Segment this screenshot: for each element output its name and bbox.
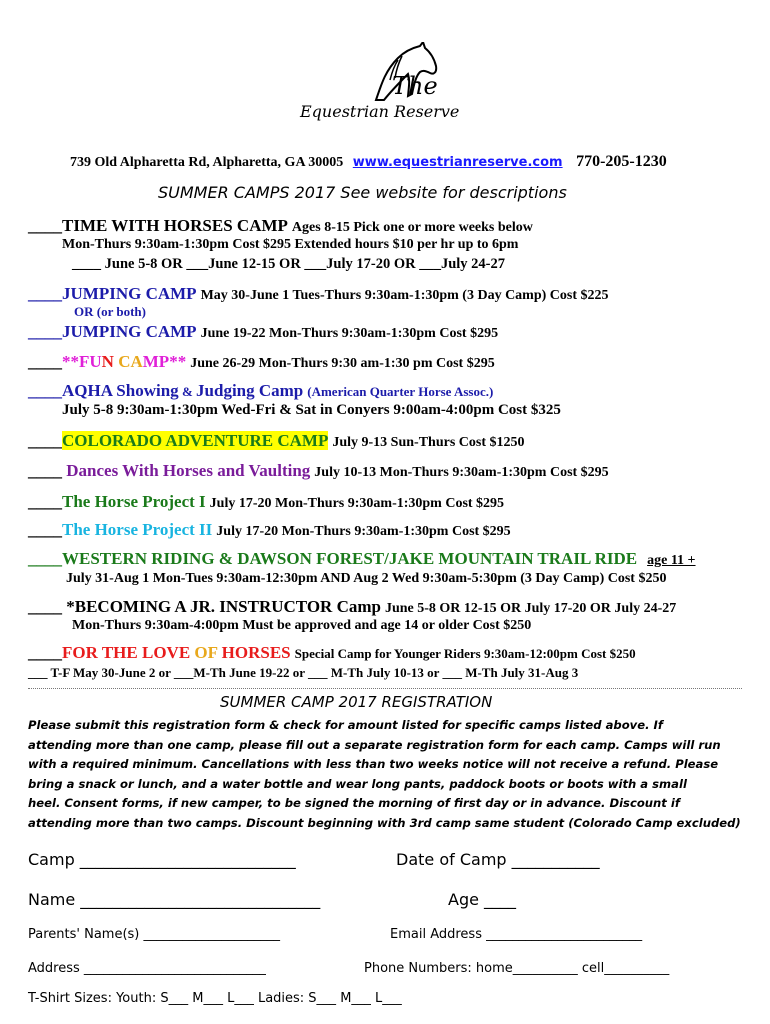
email-field[interactable]: Email Address ________________________: [390, 927, 643, 942]
camp-title: The Horse Project II: [62, 520, 213, 539]
address-field[interactable]: Address ____________________________: [28, 961, 266, 976]
camp-details: July 17-20 Mon-Thurs 9:30am-1:30pm Cost $295: [216, 524, 511, 539]
love-weeks: ___ T-F May 30-June 2 or ___M-Th June 19-22 or ___ M-Th July 10-13 or ___ M-Th July 31-Aug 3: [28, 665, 579, 680]
camp-dances: ____ Dances With Horses and Vaulting July 10-13 Mon-Thurs 9:30am-1:30pm Cost $295: [28, 461, 609, 480]
camp-details: July 17-20 Mon-Thurs 9:30am-1:30pm Cost $295: [209, 496, 505, 511]
camp-title: ____TIME WITH HORSES CAMP: [28, 216, 288, 235]
logo: [300, 42, 460, 122]
camp-aqha: ____AQHA Showing & Judging Camp (American Quarter Horse Assoc.): [28, 381, 494, 400]
camps-title: SUMMER CAMPS 2017 See website for descriptions: [158, 183, 567, 202]
registration-instructions: Please submit this registration form & check for amount listed for specific camps listed above. If attending more than one camp, please fill out a separate registration form for each camp. Camps will run with a required minimum. Cancellations with less than two weeks notice will not receive a refund. Please bring a snack or lunch, and a water bottle and wear long pants, paddock boots or boots with a small heel. Consent forms, if new camper, to be signed the morning of first day or in advance. Discount if attending more than two camps. Discount beginning with 3rd camp same student (Colorado Camp excluded): [28, 718, 741, 830]
camp-details: July 9-13 Sun-Thurs Cost $1250: [332, 435, 525, 450]
camp-fun: ____**FUN CAMP** June 26-29 Mon-Thurs 9:30 am-1:30 pm Cost $295: [28, 352, 495, 371]
camp-jumping-1: ____JUMPING CAMP May 30-June 1 Tues-Thurs 9:30am-1:30pm (3 Day Camp) Cost $225: [28, 284, 609, 303]
address: 739 Old Alpharetta Rd, Alpharetta, GA 30005: [70, 155, 344, 170]
camp-jr-instructor: ____ *BECOMING A JR. INSTRUCTOR Camp June 5-8 OR 12-15 OR July 17-20 OR July 24-27: [28, 597, 677, 616]
camp-colorado: ____COLORADO ADVENTURE CAMP July 9-13 Sun-Thurs Cost $1250: [28, 431, 525, 450]
camp-title: Dances With Horses and Vaulting: [66, 461, 311, 480]
jumping-or-note: OR (or both): [74, 304, 146, 319]
camp-time-with-horses: [28, 216, 533, 236]
name-field[interactable]: Name ______________________________: [28, 890, 321, 909]
camp-title: JUMPING CAMP: [62, 284, 197, 303]
camp-love-of-horses: ____FOR THE LOVE OF HORSES Special Camp for Younger Riders 9:30am-12:00pm Cost $250: [28, 643, 636, 662]
camp-title: *BECOMING A JR. INSTRUCTOR Camp: [66, 597, 381, 616]
camp-ages: Ages 8-15 Pick one or more weeks below: [291, 220, 533, 235]
aqha-assoc: (American Quarter Horse Assoc.): [307, 384, 494, 399]
divider: [28, 688, 742, 689]
logo-the: The: [392, 72, 438, 100]
tshirt-field[interactable]: T-Shirt Sizes: Youth: S___ M___ L___ Ladies: S___ M___ L___: [28, 991, 402, 1006]
registration-title: SUMMER CAMP 2017 REGISTRATION: [220, 693, 493, 711]
parents-field[interactable]: Parents' Name(s) _____________________: [28, 927, 280, 942]
camp-details: July 10-13 Mon-Thurs 9:30am-1:30pm Cost $295: [314, 465, 609, 480]
camp-field[interactable]: Camp ___________________________: [28, 850, 296, 869]
age-field[interactable]: Age ____: [448, 890, 517, 909]
aqha-dates: July 5-8 9:30am-1:30pm Wed-Fri & Sat in Conyers 9:00am-4:00pm Cost $325: [62, 402, 561, 418]
camp-title: COLORADO ADVENTURE CAMP: [62, 431, 329, 450]
camp-title: WESTERN RIDING & DAWSON FOREST/JAKE MOUNTAIN TRAIL RIDE: [62, 549, 638, 568]
camp-jumping-2: ____JUMPING CAMP June 19-22 Mon-Thurs 9:30am-1:30pm Cost $295: [28, 322, 499, 341]
western-dates: July 31-Aug 1 Mon-Tues 9:30am-12:30pm AND Aug 2 Wed 9:30am-5:30pm (3 Day Camp) Cost $250: [66, 571, 667, 586]
camp-details: Special Camp for Younger Riders 9:30am-12:00pm Cost $250: [294, 646, 636, 661]
date-of-camp-field[interactable]: Date of Camp ___________: [396, 850, 600, 869]
camp-title: JUMPING CAMP: [62, 322, 197, 341]
logo-name: Equestrian Reserve: [300, 102, 460, 121]
jr-hours: Mon-Thurs 9:30am-4:00pm Must be approved and age 14 or older Cost $250: [72, 618, 532, 633]
address-line: [70, 153, 667, 171]
website-link[interactable]: www.equestrianreserve.com: [352, 155, 563, 170]
phone-field[interactable]: Phone Numbers: home__________ cell__________: [364, 961, 670, 976]
camp-horse-project-1: ____The Horse Project I July 17-20 Mon-Thurs 9:30am-1:30pm Cost $295: [28, 492, 505, 511]
camp-hours: Mon-Thurs 9:30am-1:30pm Cost $295 Extended hours $10 per hr up to 6pm: [62, 237, 519, 252]
phone: 770-205-1230: [576, 153, 667, 170]
camp-title: FOR THE LOVE: [62, 643, 195, 662]
camp-horse-project-2: ____The Horse Project II July 17-20 Mon-Thurs 9:30am-1:30pm Cost $295: [28, 520, 511, 539]
camp-age: age 11 +: [647, 553, 696, 568]
camp-details: June 19-22 Mon-Thurs 9:30am-1:30pm Cost $295: [200, 326, 499, 341]
camp-title: The Horse Project I: [62, 492, 206, 511]
camp-title: AQHA Showing: [62, 381, 179, 400]
camp-weeks: ____ June 5-8 OR ___June 12-15 OR ___July 17-20 OR ___July 24-27: [72, 256, 506, 272]
camp-details: June 5-8 OR 12-15 OR July 17-20 OR July 24-27: [384, 601, 677, 616]
camp-western-riding: ____WESTERN RIDING & DAWSON FOREST/JAKE MOUNTAIN TRAIL RIDE age 11 +: [28, 549, 696, 568]
camp-details: June 26-29 Mon-Thurs 9:30 am-1:30 pm Cost $295: [190, 356, 495, 371]
camp-details: May 30-June 1 Tues-Thurs 9:30am-1:30pm (3 Day Camp) Cost $225: [200, 288, 609, 303]
